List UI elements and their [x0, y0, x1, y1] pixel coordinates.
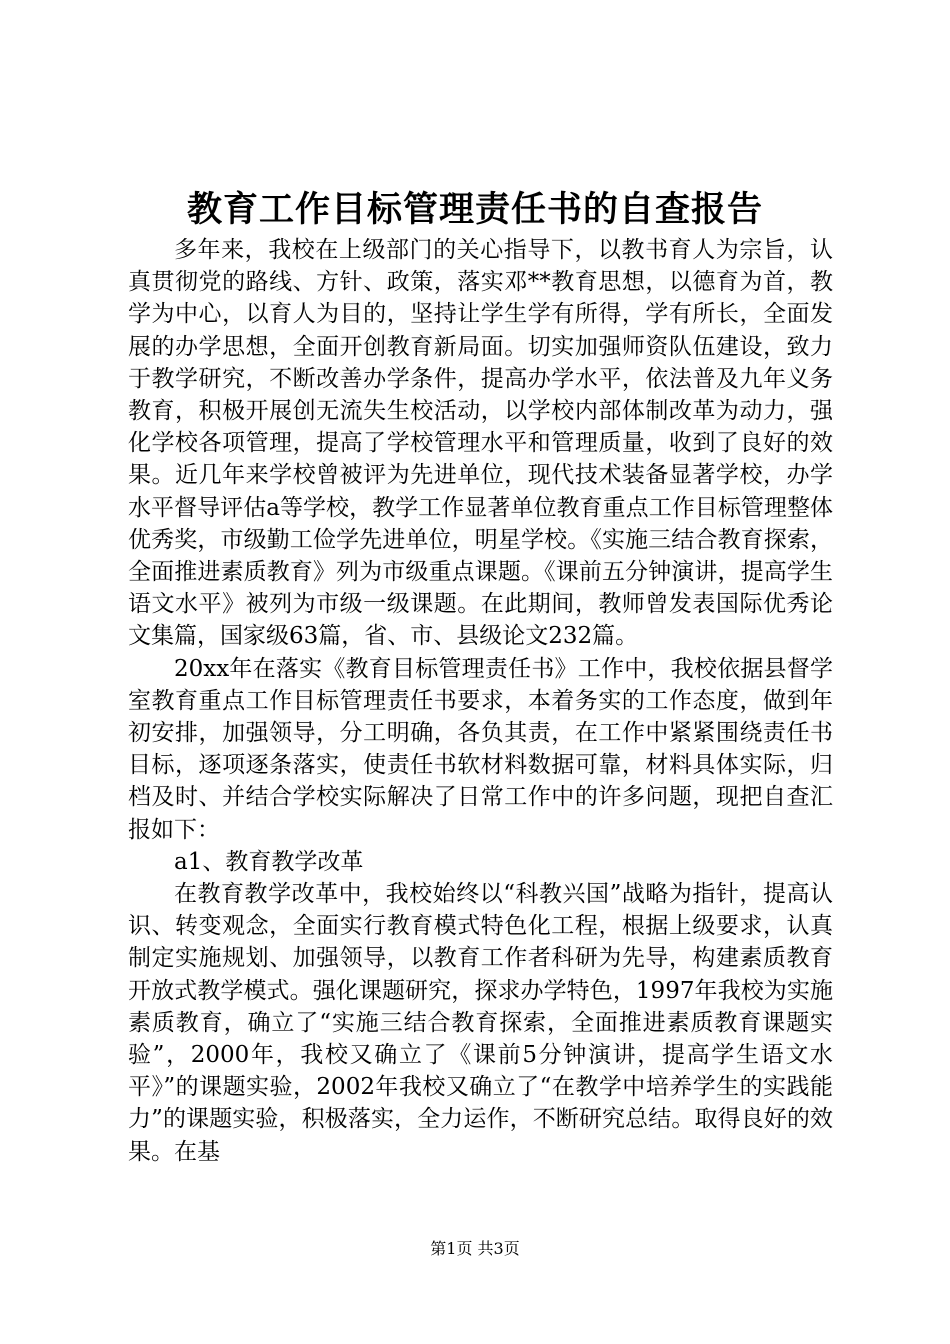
document-title: 教育工作目标管理责任书的自查报告: [186, 189, 763, 230]
paragraph-intro: 多年来，我校在上级部门的关心指导下，以教书育人为宗旨，认真贯彻党的路线、方针、政策，落实邓**教育思想，以德育为首，教学为中心，以育人为目的，坚持让学生学有所得，学有所长，全面发展的办学思想，全面开创教育新局面。切实加强师资队伍建设，致力于教学研究，不断改善办学条件，提高办学水平，依法普及九年义务教育，积极开展创无流失生校活动，以学校内部体制改革为动力，强化学校各项管理，提高了学校管理水平和管理质量，收到了良好的效果。近几年来学校曾被评为先进单位，现代技术装备显著学校，办学水平督导评估a等学校，教学工作显著单位教育重点工作目标管理整体优秀奖，市级勤工俭学先进单位，明星学校。《实施三结合教育探索，全面推进素质教育》列为市级重点课题。《课前五分钟演讲，提高学生语文水平》被列为市级一级课题。在此期间，教师曾发表国际优秀论文集篇，国家级63篇，省、市、县级论文232篇。: [128, 237, 833, 650]
page-footer: 第1页 共3页: [430, 1239, 520, 1258]
paragraph-reform: 在教育教学改革中，我校始终以“科教兴国”战略为指针，提高认识、转变观念，全面实行教育模式特色化工程，根据上级要求，认真制定实施规划、加强领导，以教育工作者科研为先导，构建素质教育开放式教学模式。强化课题研究，探求办学特色，1997年我校为实施素质教育，确立了“实施三结合教育探索，全面推进素质教育课题实验”，2000年，我校又确立了《课前5分钟演讲，提高学生语文水平》”的课题实验，2002年我校又确立了“在教学中培养学生的实践能力”的课题实验，积极落实，全力运作，不断研究总结。取得良好的效果。在基: [128, 881, 833, 1165]
document-body: [128, 234, 833, 1168]
paragraph-work-summary: 20xx年在落实《教育目标管理责任书》工作中，我校依据县督学室教育重点工作目标管理责任书要求，本着务实的工作态度，做到年初安排，加强领导，分工明确，各负其责，在工作中紧紧围绕责任书目标，逐项逐条落实，使责任书软材料数据可靠，材料具体实际，归档及时、并结合学校实际解决了日常工作中的许多问题，现把自查汇报如下：: [128, 655, 833, 843]
section-heading: a1、教育教学改革: [174, 848, 364, 875]
